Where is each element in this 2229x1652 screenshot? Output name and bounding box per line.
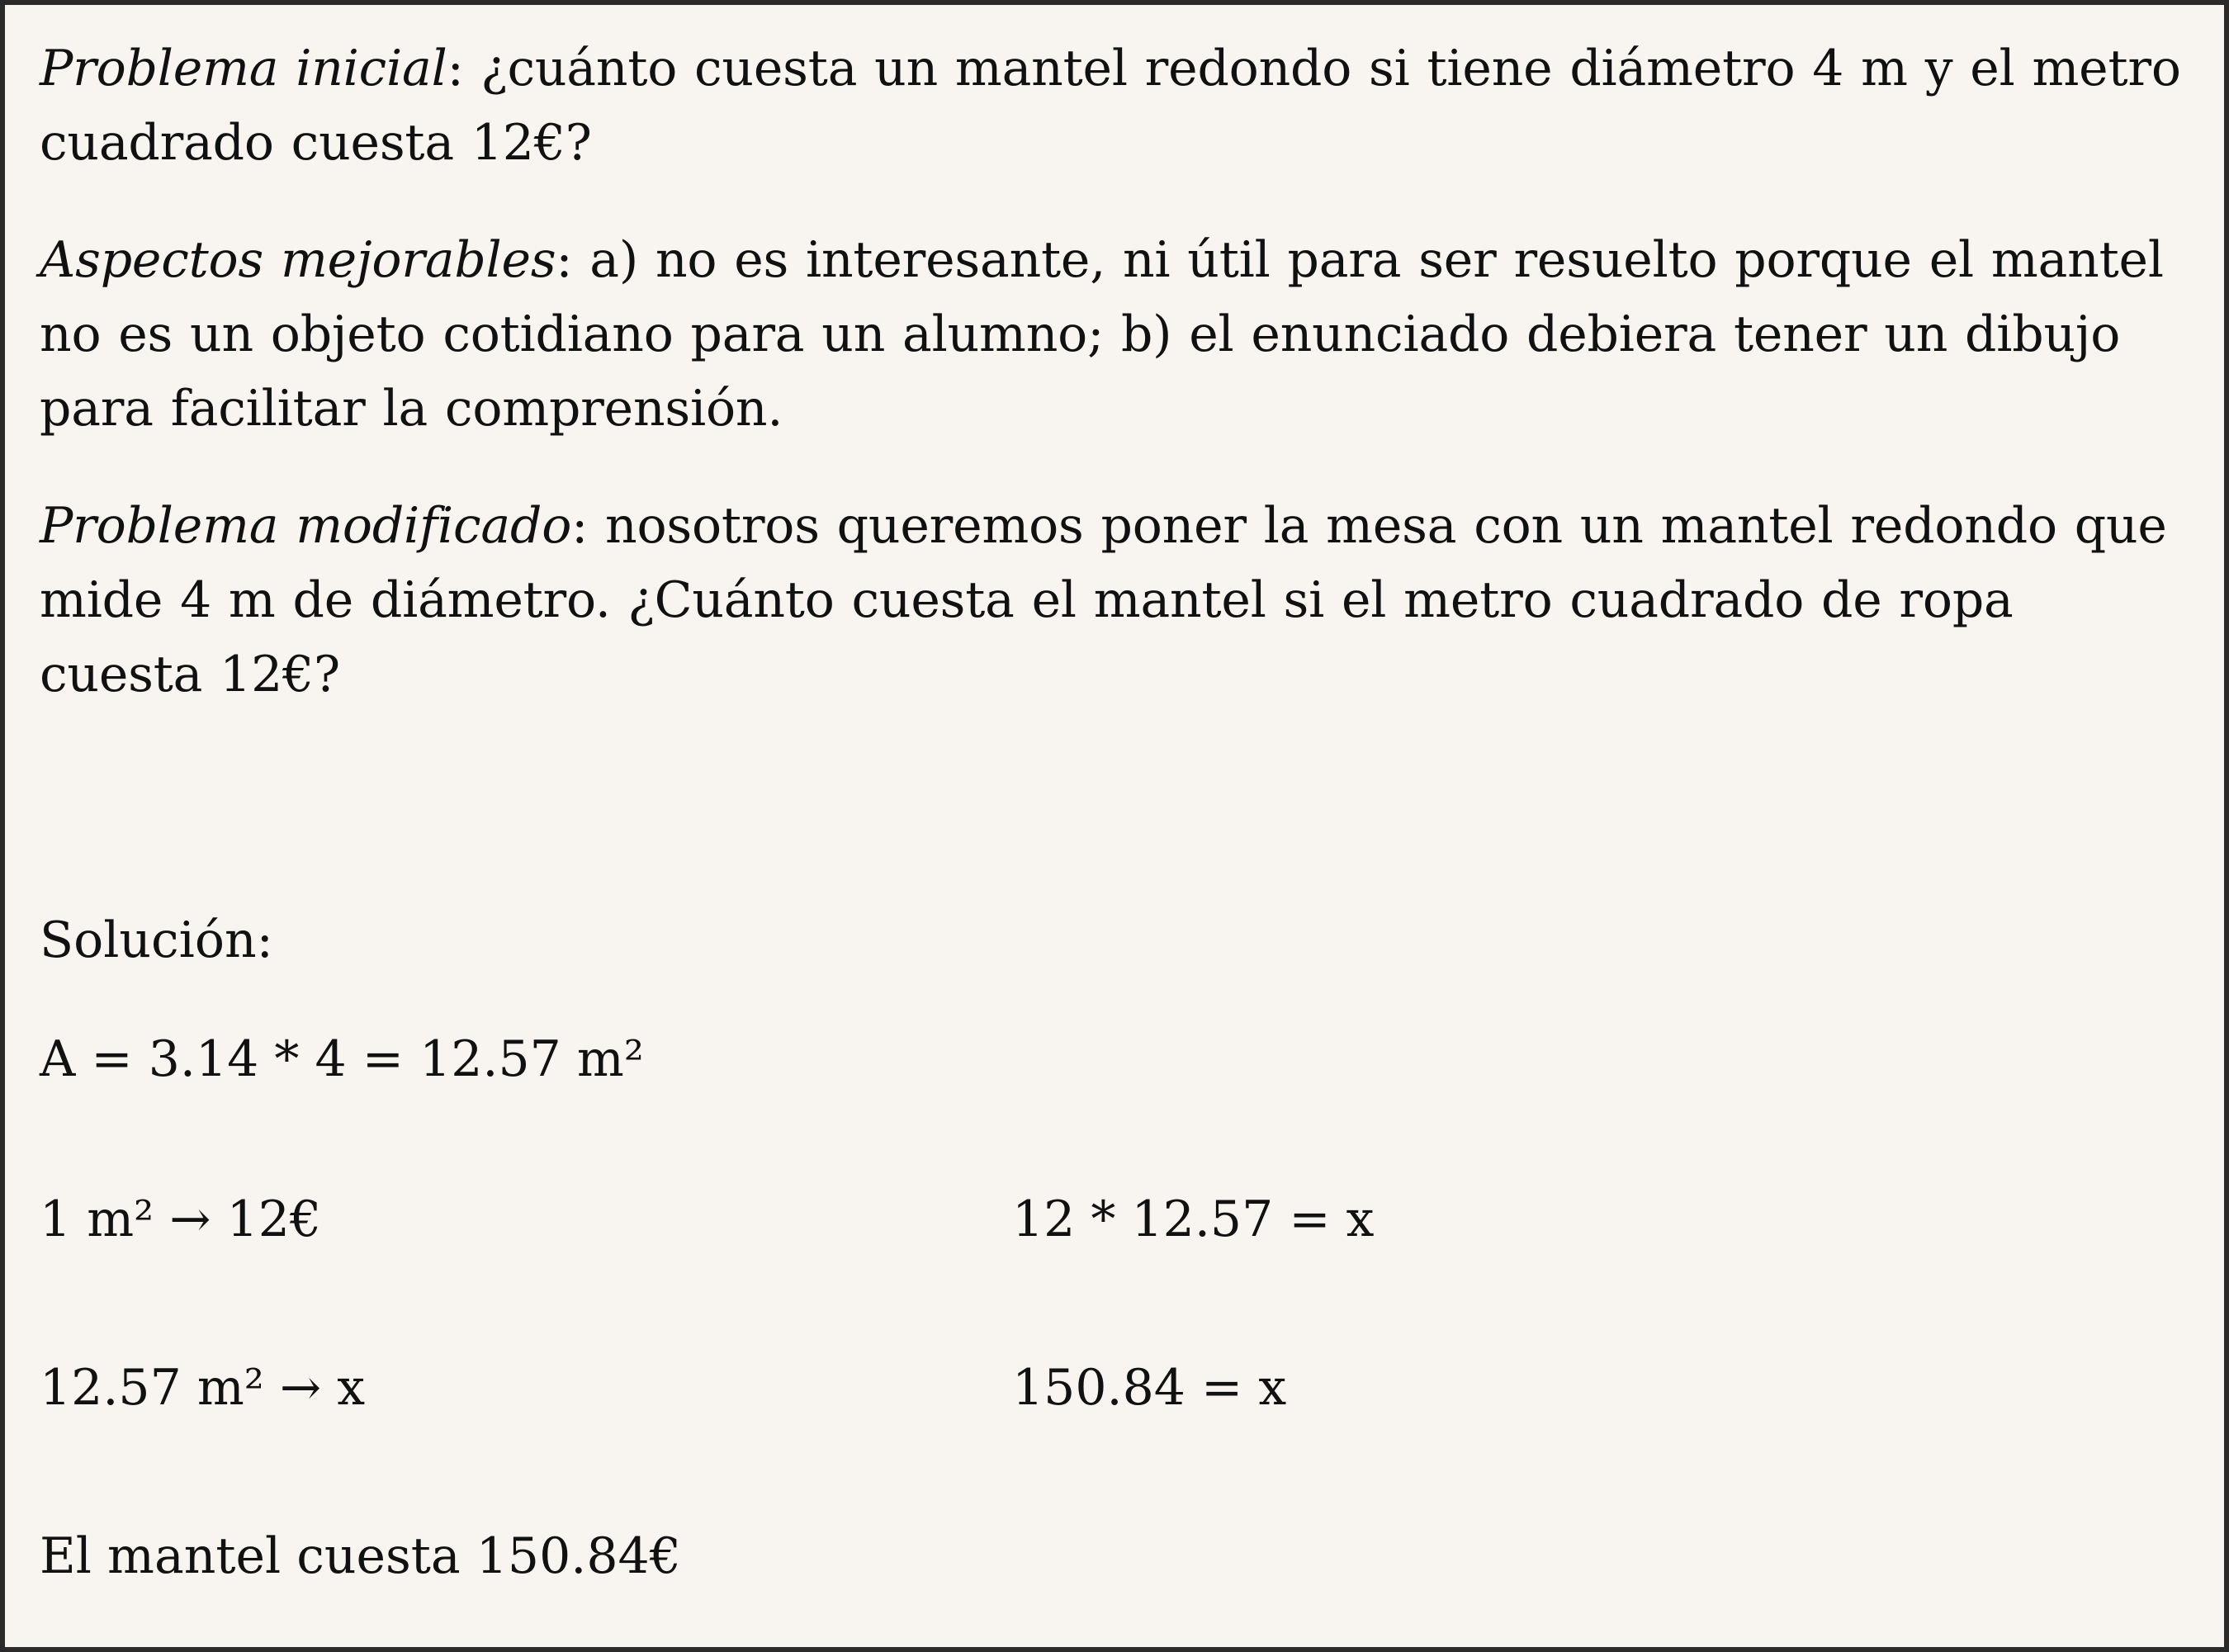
- problema-modificado-text: : nosotros queremos poner la mesa con un mantel redondo que mide 4 m de diámetro. ¿Cuánto cuesta el mantel si el metro cuadrado de ropa cuesta 12€?: [40, 497, 2167, 703]
- problema-inicial-label: Problema inicial: [40, 40, 447, 97]
- rule-of-three-right-2: 150.84 = x: [1012, 1359, 1287, 1417]
- problema-modificado-paragraph: [40, 489, 2186, 712]
- problema-modificado-label: Problema modificado: [40, 497, 572, 555]
- area-equation: A = 3.14 * 4 = 12.57 m²: [40, 1030, 644, 1088]
- aspectos-mejorables-label: Aspectos mejorables: [40, 231, 556, 289]
- problema-inicial-text: : ¿cuánto cuesta un mantel redondo si tiene diámetro 4 m y el metro cuadrado cuesta 12€?: [40, 40, 2181, 172]
- rule-of-three-left-1: 1 m² → 12€: [40, 1190, 322, 1248]
- aspectos-mejorables-paragraph: [40, 223, 2186, 446]
- conclusion: El mantel cuesta 150.84€: [40, 1527, 681, 1585]
- aspectos-mejorables-text: : a) no es interesante, ni útil para ser resuelto porque el mantel no es un objeto cotidiano para un alumno; b) el enunciado debiera tener un dibujo para facilitar la comprensión.: [40, 231, 2164, 438]
- problem-text-block: [40, 31, 2186, 712]
- problema-inicial-paragraph: [40, 31, 2186, 180]
- rule-of-three-left-2: 12.57 m² → x: [40, 1359, 366, 1417]
- rule-of-three-right-1: 12 * 12.57 = x: [1012, 1190, 1375, 1248]
- solution-heading: Solución:: [40, 911, 273, 969]
